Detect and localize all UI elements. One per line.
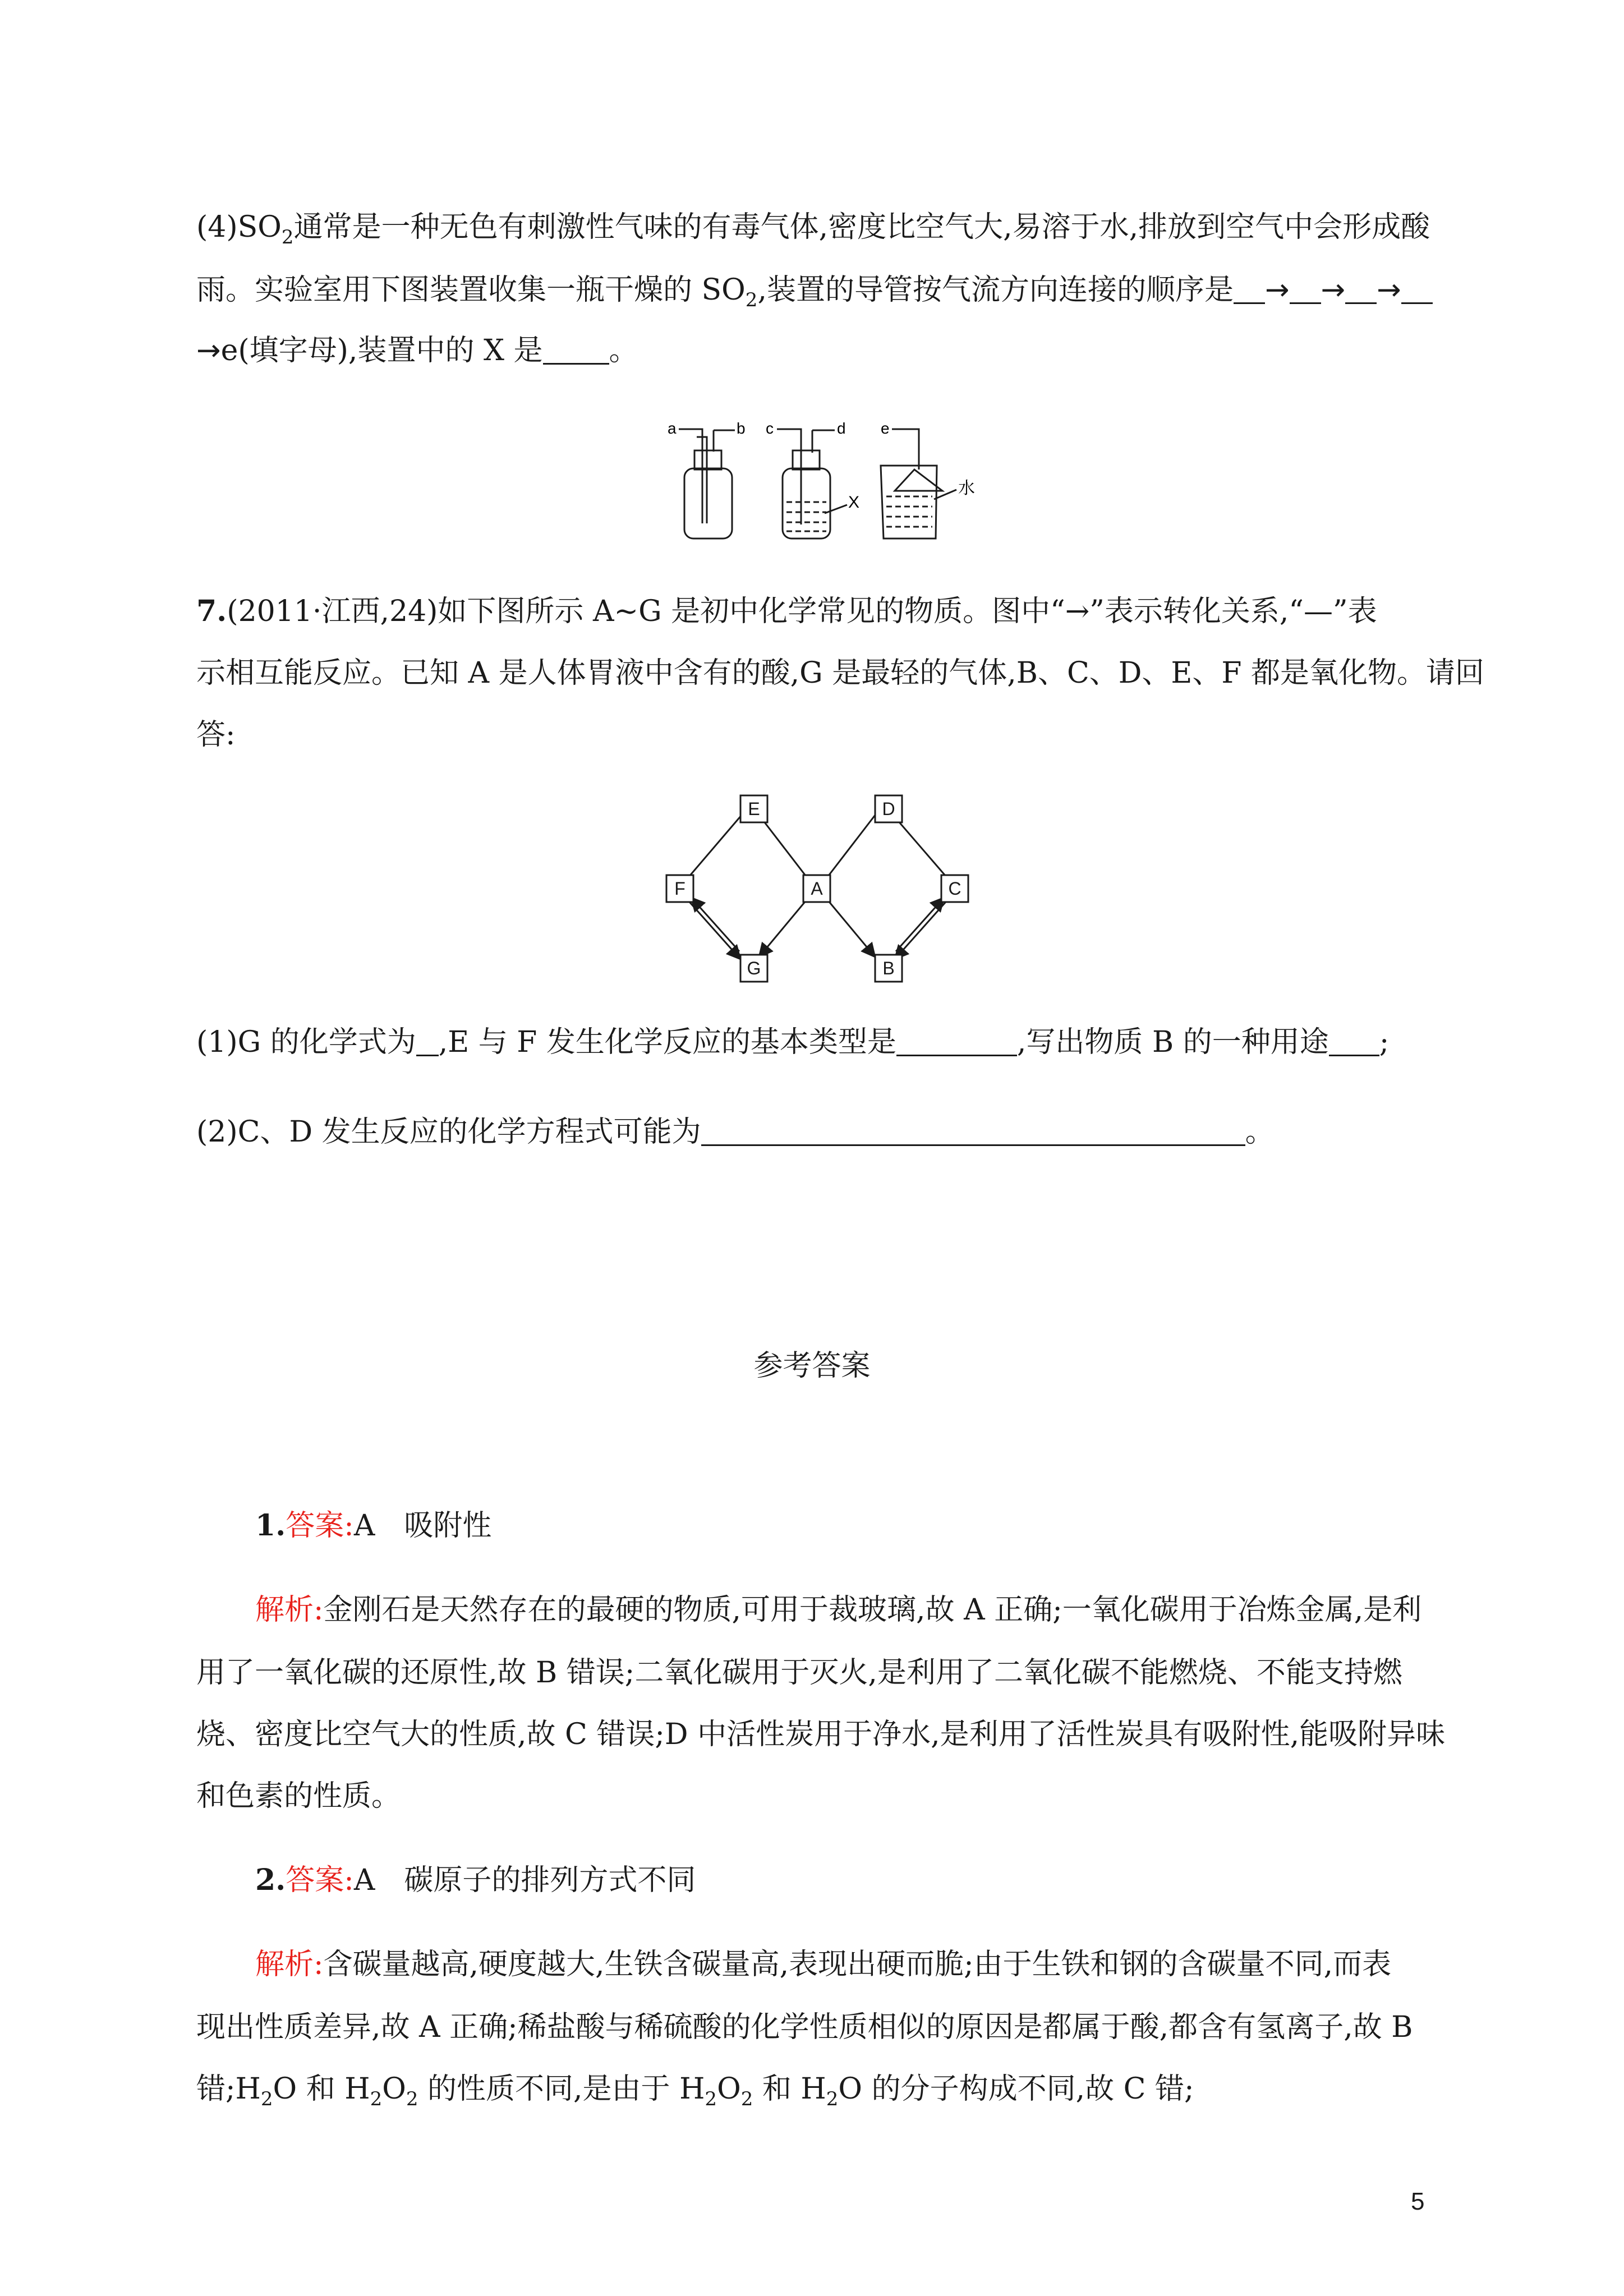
text: O <box>382 2072 406 2106</box>
analysis-2-line1 <box>255 1948 1495 1981</box>
q7-sub1 <box>196 1025 1436 1059</box>
funnel-tube <box>892 429 942 491</box>
arrow-b-c <box>896 898 944 951</box>
answer-number: 1. <box>255 1508 286 1543</box>
arrow-a-b <box>825 896 875 957</box>
analysis-label: 解析: <box>255 1948 324 1981</box>
node-g: G <box>747 958 761 978</box>
label-b: b <box>737 420 746 437</box>
x-leader-line <box>825 505 847 513</box>
node-b: B <box>882 958 895 978</box>
label-d: d <box>837 420 846 437</box>
analysis-2-line2: 现出性质差异,故 A 正确;稀盐酸与稀硫酸的化学性质相似的原因是都属于酸,都含有氢离子,故 B <box>196 2010 1413 2044</box>
q7-line1 <box>196 595 1436 628</box>
answer-value: A 碳原子的排列方式不同 <box>353 1864 696 1897</box>
text: 雨。实验室用下图装置收集一瓶干燥的 SO <box>196 273 746 307</box>
q7-line3 <box>196 718 1436 752</box>
answer-blank[interactable] <box>701 1119 1245 1146</box>
node-f: F <box>674 878 686 899</box>
text: e(填字母),装置中的 X 是 <box>220 334 543 367</box>
subscript: 2 <box>705 2088 717 2110</box>
bottle-2-long-tube <box>777 429 801 524</box>
q6-part4-line3 <box>196 334 1436 367</box>
bottle-1-short-tube <box>714 430 735 452</box>
text: 通常是一种无色有刺激性气味的有毒气体,密度比空气大,易溶于水,排放到空气中会形成酸 <box>293 210 1430 244</box>
subscript: 2 <box>826 2088 839 2110</box>
node-d: D <box>882 799 895 819</box>
text: 。 <box>609 334 638 367</box>
text: 金刚石是天然存在的最硬的物质,可用于裁玻璃,故 A 正确;一氧化碳用于冶炼金属,是利 <box>323 1593 1422 1627</box>
text: (1)G 的化学式为 <box>196 1025 416 1059</box>
question-number: 7. <box>196 594 227 628</box>
label-water: 水 <box>958 479 975 498</box>
link-a-d <box>825 815 875 881</box>
beaker-water <box>886 496 932 527</box>
link-e-a <box>759 815 809 881</box>
text: O 的分子构成不同,故 C 错; <box>838 2072 1194 2106</box>
text: 的性质不同,是由于 H <box>418 2072 705 2106</box>
text: 示相互能反应。已知 A 是人体胃液中含有的酸,G 是最轻的气体,B、C、D、E、F 都是氧化物。请回 <box>196 656 1484 690</box>
subscript: 2 <box>281 226 294 249</box>
text: 含碳量越高,硬度越大,生铁含碳量高,表现出硬而脆;由于生铁和钢的含碳量不同,而表 <box>323 1948 1392 1981</box>
analysis-1-line2: 用了一氧化碳的还原性,故 B 错误;二氧化碳用于灭火,是利用了二氧化碳不能燃烧、不能支持燃 <box>196 1656 1402 1690</box>
bottle-1-long-tube <box>679 429 707 523</box>
text: ,装置的导管按气流方向连接的顺序是 <box>757 273 1234 307</box>
answer-value: A 吸附性 <box>353 1509 492 1543</box>
analysis-1-line1 <box>255 1593 1495 1627</box>
q7-sub2 <box>196 1115 1436 1149</box>
label-e: e <box>881 420 890 437</box>
bottle-2-liquid <box>786 502 826 531</box>
answer-label: 答案: <box>286 1864 354 1897</box>
answer-label: 答案: <box>286 1509 354 1543</box>
q6-part4-line2 <box>196 273 1436 311</box>
answers-title: 参考答案 <box>753 1349 871 1383</box>
page-number: 5 <box>1411 2188 1425 2215</box>
answer-number: 2. <box>255 1863 286 1897</box>
q6-part4-line1 <box>196 210 1436 249</box>
arrow-a-g <box>759 896 809 957</box>
answer-blank[interactable] <box>1329 1029 1379 1056</box>
analysis-1-line3: 烧、密度比空气大的性质,故 C 错误;D 中活性炭用于净水,是利用了活性炭具有吸附性,能吸附异味 <box>196 1718 1446 1751</box>
analysis-2-line3 <box>196 2072 1436 2110</box>
text: O <box>717 2072 741 2106</box>
answer-blank[interactable] <box>896 1029 1017 1056</box>
answer-2-line <box>255 1864 1495 1897</box>
answer-blank[interactable] <box>416 1029 439 1056</box>
answer-blank[interactable] <box>1345 277 1377 304</box>
arrow-f-g <box>686 898 740 959</box>
bottle-2-stopper <box>793 450 820 470</box>
arrow-c-b <box>895 898 950 959</box>
text: (2011·江西,24)如下图所示 A~G 是初中化学常见的物质。图中“→”表示转化关系,“—”表 <box>227 595 1377 628</box>
link-f-e <box>686 815 742 881</box>
text: 和 H <box>753 2072 826 2106</box>
answer-blank[interactable] <box>1290 277 1321 304</box>
text: ; <box>1379 1025 1390 1059</box>
node-e: E <box>748 799 760 819</box>
subscript: 2 <box>406 2088 418 2110</box>
bottle-1 <box>684 468 732 539</box>
gas-collection-apparatus-figure <box>656 412 993 541</box>
answer-blank[interactable] <box>1401 277 1433 304</box>
arrow-icon: → <box>196 334 221 367</box>
label-x: X <box>848 493 860 512</box>
text: O 和 H <box>273 2072 370 2106</box>
substance-relationship-diagram <box>651 791 999 987</box>
text: (2)C、D 发生反应的化学方程式可能为 <box>196 1115 701 1149</box>
subscript: 2 <box>370 2088 383 2110</box>
analysis-1-line4: 和色素的性质。 <box>196 1779 401 1813</box>
subscript: 2 <box>260 2088 273 2110</box>
node-a: A <box>811 878 823 899</box>
label-c: c <box>766 420 774 437</box>
bottle-2 <box>783 468 830 539</box>
link-d-c <box>893 815 950 881</box>
text: ,写出物质 B 的一种用途 <box>1016 1025 1329 1059</box>
bottle-2-short-tube <box>812 430 835 453</box>
arrow-icon: → <box>1377 273 1401 307</box>
q7-line2 <box>196 656 1484 690</box>
text: ,E 与 F 发生化学反应的基本类型是 <box>438 1025 896 1059</box>
text: 错;H <box>196 2072 261 2106</box>
text: (4)SO <box>196 210 282 244</box>
node-c: C <box>948 878 961 899</box>
arrow-g-f <box>691 898 739 951</box>
text: 。 <box>1245 1115 1275 1149</box>
label-a: a <box>668 420 677 437</box>
subscript: 2 <box>740 2088 753 2110</box>
answer-1-line <box>255 1509 1495 1543</box>
text: 答: <box>196 718 236 752</box>
analysis-label: 解析: <box>255 1593 324 1627</box>
subscript: 2 <box>745 289 758 311</box>
arrow-icon: → <box>1321 273 1346 307</box>
bottle-1-stopper <box>694 450 721 470</box>
arrow-icon: → <box>1264 273 1290 307</box>
answer-blank[interactable] <box>543 337 609 365</box>
answer-blank[interactable] <box>1234 277 1265 304</box>
